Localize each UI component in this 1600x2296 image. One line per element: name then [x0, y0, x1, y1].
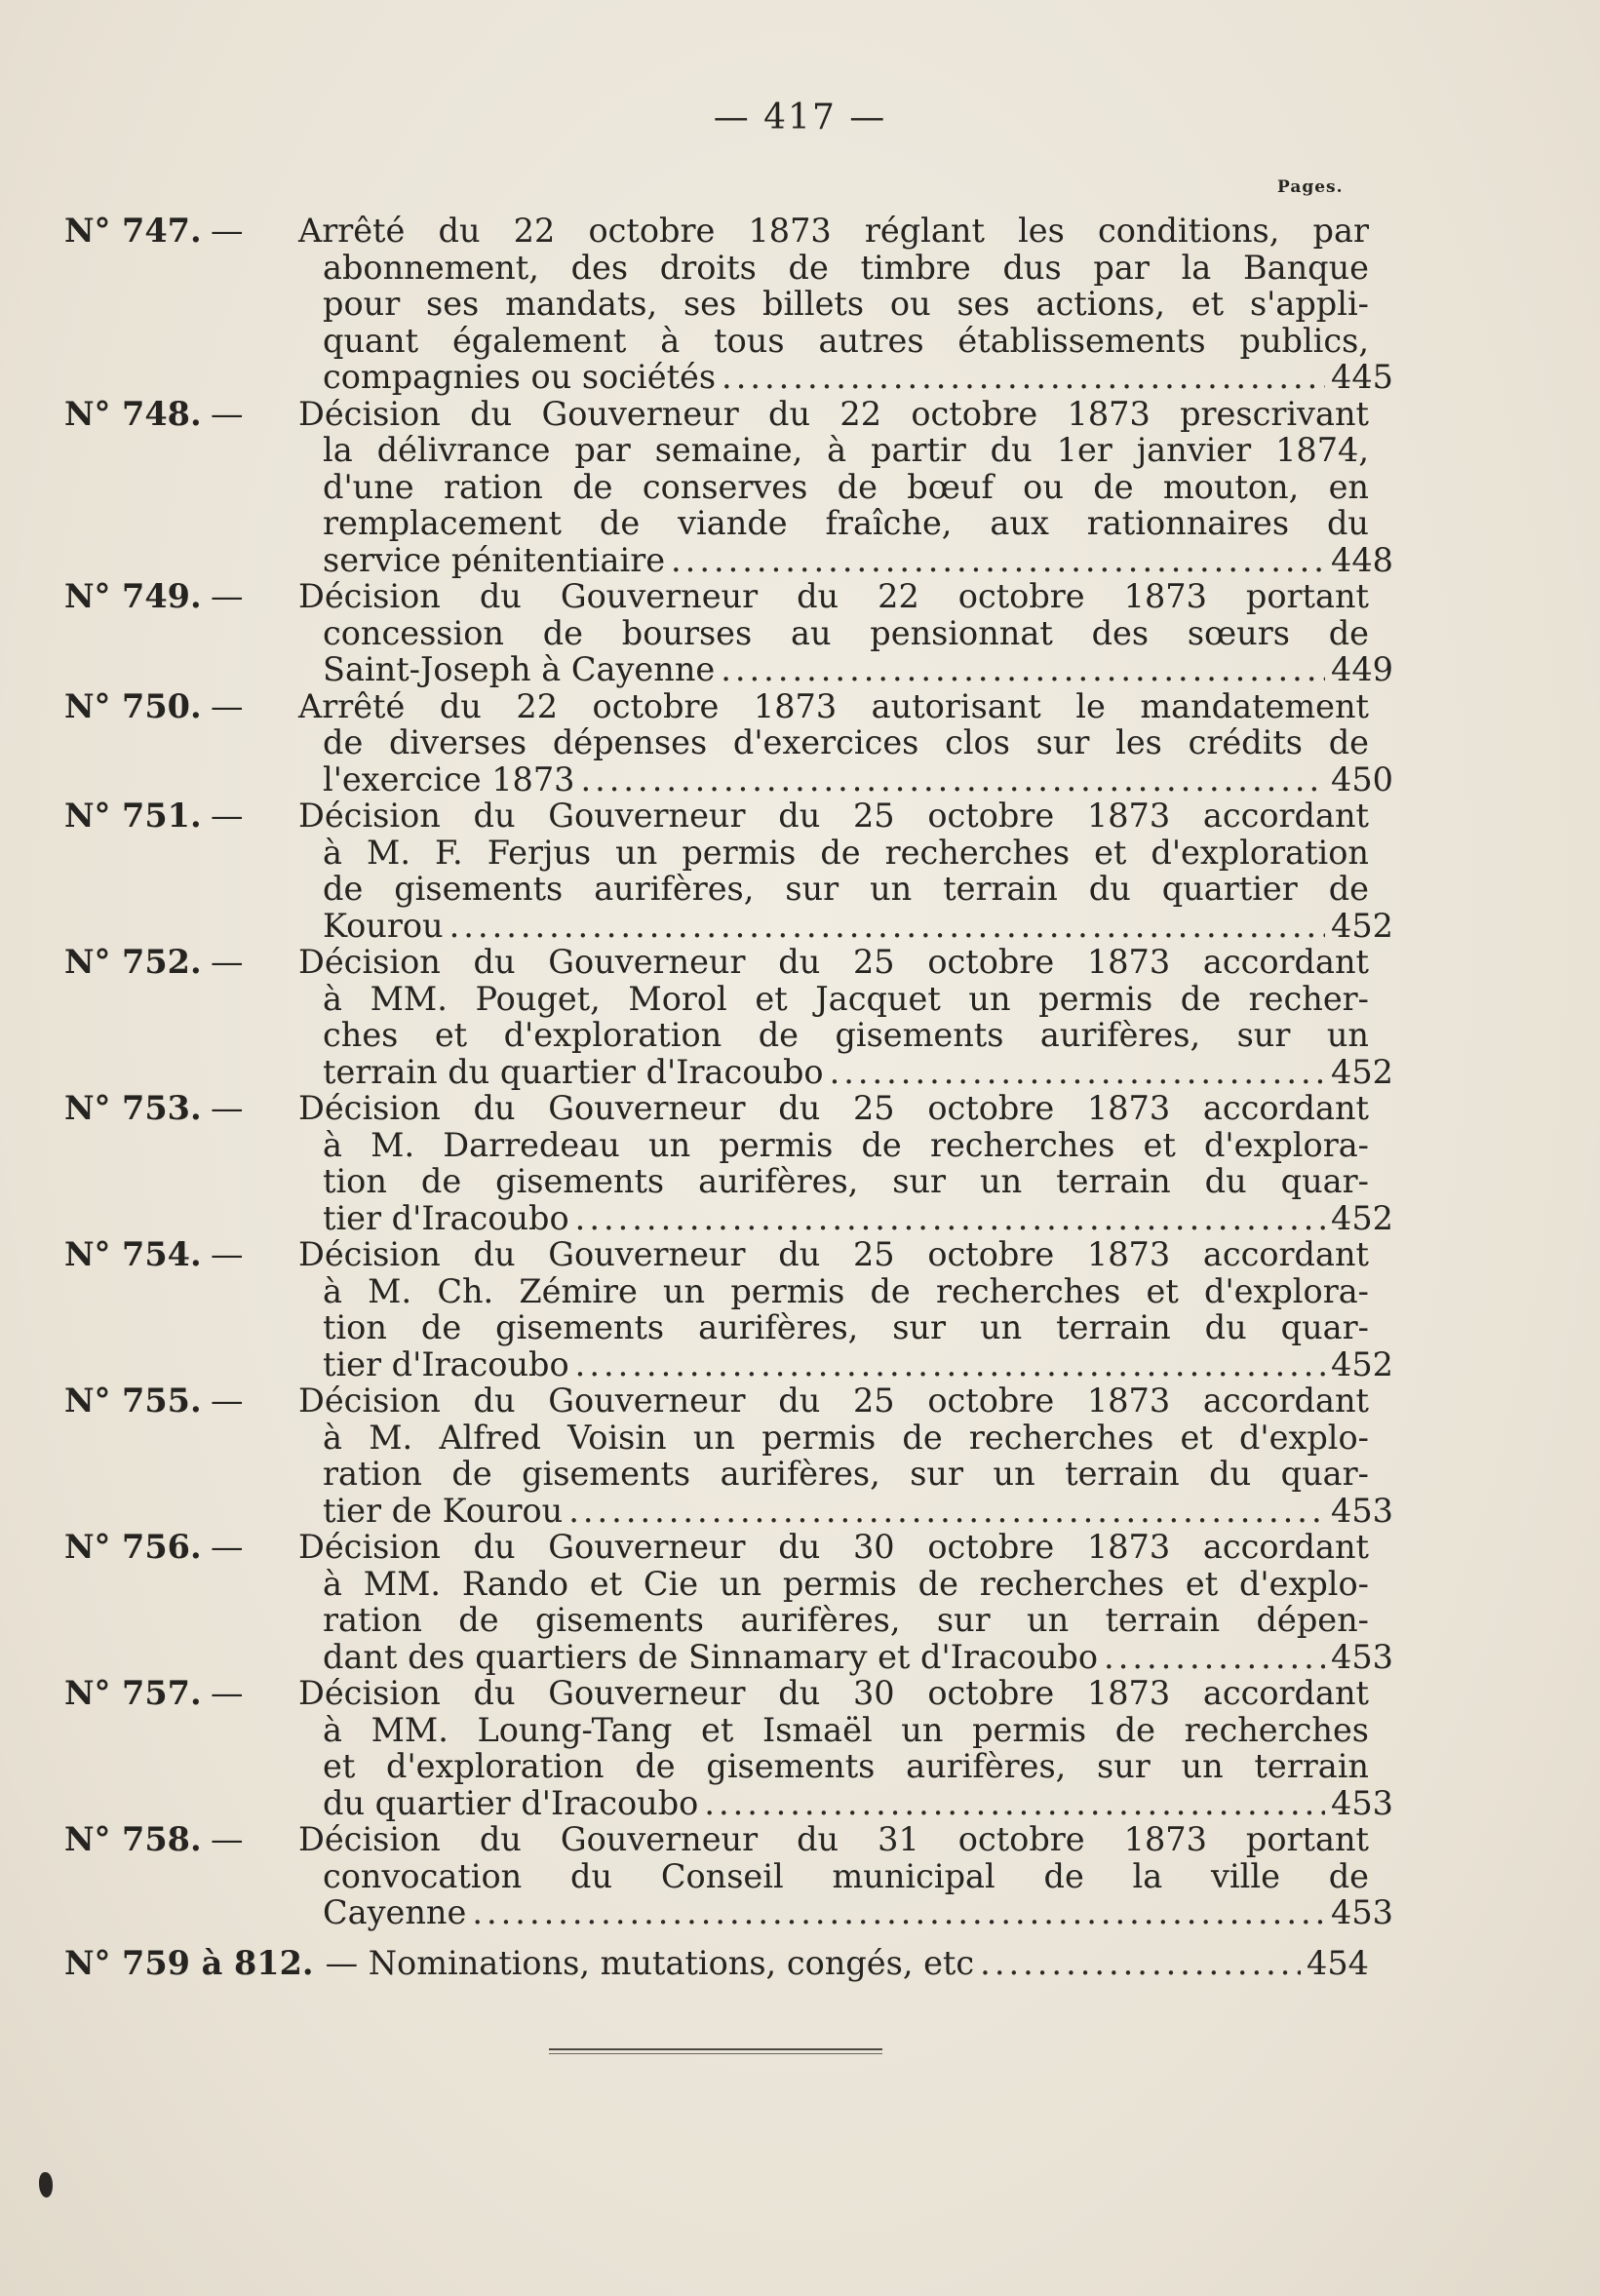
toc-entry	[64, 1089, 1393, 1237]
toc-entry	[64, 577, 1393, 688]
dot-leader	[472, 1894, 1325, 1931]
entry-dash: —	[211, 212, 244, 250]
toc-entry	[64, 686, 1393, 798]
entry-page-number: 448	[1331, 540, 1393, 579]
entry-text-line: abonnement, des droits de timbre dus par la Banque	[323, 248, 1369, 287]
entry-page-number: 449	[1331, 650, 1393, 688]
entry-last-line	[298, 1346, 1393, 1383]
entry-text-line: Décision du Gouverneur du 30 octobre 1873 accordant	[298, 1674, 1369, 1712]
page-number: — 417 —	[713, 97, 887, 137]
entry-text-line: tier d'Iracoubo	[323, 1198, 569, 1237]
entry-text-line: Arrêté du 22 octobre 1873 autorisant le mandatement	[298, 686, 1369, 725]
entry-text-line: terrain du quartier d'Iracoubo	[323, 1052, 824, 1091]
entry-page-number: 453	[1331, 1637, 1393, 1676]
dot-leader	[449, 908, 1325, 945]
toc-entry	[64, 1674, 1393, 1822]
entry-body	[298, 1381, 1393, 1530]
entry-text-line: Arrêté du 22 octobre 1873 réglant les conditions, par	[298, 212, 1369, 250]
entry-text-line: Cayenne	[323, 1893, 467, 1931]
entry-last-line	[298, 1894, 1393, 1931]
entry-text-line: Décision du Gouverneur du 31 octobre 1873 portant	[298, 1820, 1369, 1858]
pages-column-label: Pages.	[1277, 177, 1344, 197]
entry-body	[298, 394, 1393, 579]
entry-dash: —	[211, 1235, 244, 1273]
dot-leader	[1104, 1639, 1325, 1676]
toc-entry	[64, 1235, 1393, 1383]
entry-dash: —	[211, 797, 244, 835]
toc-entry	[64, 394, 1393, 579]
entry-text-line: de gisements aurifères, sur un terrain du quartier de	[323, 870, 1369, 908]
dot-leader	[722, 359, 1325, 396]
entry-body	[298, 577, 1393, 688]
entry-body	[298, 1528, 1393, 1676]
entry-dash: —	[211, 394, 244, 433]
toc-entry-final	[64, 1945, 1369, 1982]
entry-text-line: ration de gisements aurifères, sur un terrain du quar-	[323, 1455, 1369, 1493]
entry-dash: —	[211, 943, 244, 981]
entry-text-line: la délivrance par semaine, à partir du 1er janvier 1874,	[323, 431, 1369, 469]
entry-text-line: Décision du Gouverneur du 25 octobre 1873 accordant	[298, 1089, 1369, 1127]
entry-page-number: 453	[1331, 1893, 1393, 1931]
entry-text-line: remplacement de viande fraîche, aux rationnaires du	[323, 504, 1369, 542]
entry-text-line: service pénitentiaire	[323, 540, 666, 579]
closing-rule	[549, 2048, 882, 2050]
entry-text-line: à MM. Rando et Cie un permis de recherches et d'explo-	[323, 1564, 1369, 1603]
entry-page-number: 452	[1331, 1198, 1393, 1237]
entry-page-number: 452	[1331, 1052, 1393, 1091]
entry-body	[298, 1674, 1393, 1822]
entry-text-line: pour ses mandats, ses billets ou ses actions, et s'appli-	[323, 285, 1369, 323]
closing-rule-thin	[549, 2053, 882, 2054]
entry-number: N° 751.	[64, 797, 202, 835]
table-of-contents	[64, 212, 1393, 1982]
toc-entry	[64, 1528, 1393, 1676]
entry-text-line: Décision du Gouverneur du 22 octobre 1873 prescrivant	[298, 394, 1369, 433]
entry-number: N° 756.	[64, 1528, 202, 1566]
entry-body	[298, 1235, 1393, 1383]
dot-leader	[580, 761, 1325, 798]
toc-entry	[64, 943, 1393, 1091]
entry-text-line: Décision du Gouverneur du 25 octobre 1873 accordant	[298, 1235, 1369, 1273]
entry-page-number: 450	[1331, 759, 1393, 798]
entry-number: N° 758.	[64, 1820, 202, 1858]
entry-dash: —	[211, 1674, 244, 1712]
entry-last-line	[298, 651, 1393, 688]
entry-page-number: 452	[1331, 906, 1393, 945]
entry-number: N° 747.	[64, 212, 202, 250]
ink-blot	[39, 2172, 53, 2198]
entry-text-line: Kourou	[323, 906, 444, 945]
entry-text-line: à M. Alfred Voisin un permis de recherches et d'explo-	[323, 1418, 1369, 1457]
entry-dash: —	[211, 577, 244, 615]
entry-last-line	[298, 1639, 1393, 1676]
entry-text-line: convocation du Conseil municipal de la ville de	[323, 1856, 1369, 1895]
entry-body	[298, 212, 1393, 396]
entry-dash: —	[211, 1528, 244, 1566]
entry-text-line: ches et d'exploration de gisements aurifères, sur un	[323, 1016, 1369, 1054]
entry-last-line	[298, 908, 1393, 945]
entry-text-line: d'une ration de conserves de bœuf ou de mouton, en	[323, 467, 1369, 506]
entry-number: N° 752.	[64, 943, 202, 981]
entry-page-number: 453	[1331, 1783, 1393, 1822]
entry-text-line: dant des quartiers de Sinnamary et d'Iracoubo	[323, 1637, 1099, 1676]
entry-dash: —	[211, 1820, 244, 1858]
entry-page-number: 445	[1331, 358, 1393, 396]
entry-text-line: du quartier d'Iracoubo	[323, 1783, 699, 1822]
entry-body	[298, 797, 1393, 945]
entry-number: N° 759 à 812.	[64, 1943, 314, 1982]
entry-page-number: 452	[1331, 1344, 1393, 1383]
entry-number: N° 749.	[64, 577, 202, 615]
entry-text-line: à MM. Loung-Tang et Ismaël un permis de recherches	[323, 1710, 1369, 1749]
entry-number: N° 755.	[64, 1381, 202, 1420]
entry-page-number: 454	[1307, 1943, 1369, 1982]
entry-number: N° 750.	[64, 686, 202, 725]
entry-text-line: à MM. Pouget, Morol et Jacquet un permis de recher-	[323, 979, 1369, 1018]
entry-text-line: Décision du Gouverneur du 30 octobre 1873 accordant	[298, 1528, 1369, 1566]
entry-text-line: Décision du Gouverneur du 22 octobre 1873 portant	[298, 577, 1369, 615]
dot-leader	[575, 1346, 1325, 1383]
entry-text-line: à M. Ch. Zémire un permis de recherches et d'explora-	[323, 1271, 1369, 1310]
entry-last-line	[298, 1493, 1393, 1530]
entry-text-line: tion de gisements aurifères, sur un terrain du quar-	[323, 1162, 1369, 1200]
entry-last-line	[298, 1785, 1393, 1822]
dot-leader	[721, 651, 1325, 688]
entry-last-line	[298, 542, 1393, 579]
entry-last-line	[298, 761, 1393, 798]
dot-leader	[568, 1493, 1325, 1530]
entry-text-line: tier de Kourou	[323, 1491, 564, 1530]
entry-title: — Nominations, mutations, congés, etc	[325, 1943, 975, 1982]
entry-text-line: Décision du Gouverneur du 25 octobre 1873 accordant	[298, 943, 1369, 981]
entry-text-line: l'exercice 1873	[323, 759, 575, 798]
entry-page-number: 453	[1331, 1491, 1393, 1530]
entry-text-line: et d'exploration de gisements aurifères, sur un terrain	[323, 1747, 1369, 1785]
entry-text-line: quant également à tous autres établissements publics,	[323, 321, 1369, 360]
entry-number: N° 753.	[64, 1089, 202, 1127]
entry-dash: —	[211, 1089, 244, 1127]
entry-text-line: tion de gisements aurifères, sur un terrain du quar-	[323, 1308, 1369, 1346]
entry-last-line	[298, 1054, 1393, 1091]
entry-body	[298, 1089, 1393, 1237]
toc-entry	[64, 797, 1393, 945]
entry-text-line: Saint-Joseph à Cayenne	[323, 650, 716, 688]
entry-number: N° 757.	[64, 1674, 202, 1712]
entry-text-line: de diverses dépenses d'exercices clos sur les crédits de	[323, 723, 1369, 761]
entry-text-line: Décision du Gouverneur du 25 octobre 1873 accordant	[298, 797, 1369, 835]
entry-number: N° 754.	[64, 1235, 202, 1273]
entry-text-line: concession de bourses au pensionnat des sœurs de	[323, 613, 1369, 652]
toc-entry	[64, 1381, 1393, 1530]
entry-last-line	[298, 1200, 1393, 1237]
toc-entry	[64, 1820, 1393, 1931]
entry-text-line: Décision du Gouverneur du 25 octobre 1873 accordant	[298, 1381, 1369, 1420]
entry-last-line	[298, 359, 1393, 396]
entry-text-line: compagnies ou sociétés	[323, 358, 717, 396]
entry-text-line: à M. Darredeau un permis de recherches et d'explora-	[323, 1125, 1369, 1164]
entry-dash: —	[211, 1381, 244, 1420]
entry-dash: —	[211, 686, 244, 725]
entry-text-line: ration de gisements aurifères, sur un terrain dépen-	[323, 1601, 1369, 1639]
entry-text-line: à M. F. Ferjus un permis de recherches et d'exploration	[323, 833, 1369, 872]
dot-leader	[980, 1945, 1301, 1982]
entry-body	[298, 943, 1393, 1091]
dot-leader	[575, 1200, 1325, 1237]
entry-body	[298, 1820, 1393, 1931]
entry-text-line: tier d'Iracoubo	[323, 1344, 569, 1383]
dot-leader	[671, 542, 1325, 579]
toc-entry	[64, 212, 1393, 396]
entry-body	[298, 686, 1393, 798]
dot-leader	[704, 1785, 1325, 1822]
entry-number: N° 748.	[64, 394, 202, 433]
dot-leader	[830, 1054, 1325, 1091]
